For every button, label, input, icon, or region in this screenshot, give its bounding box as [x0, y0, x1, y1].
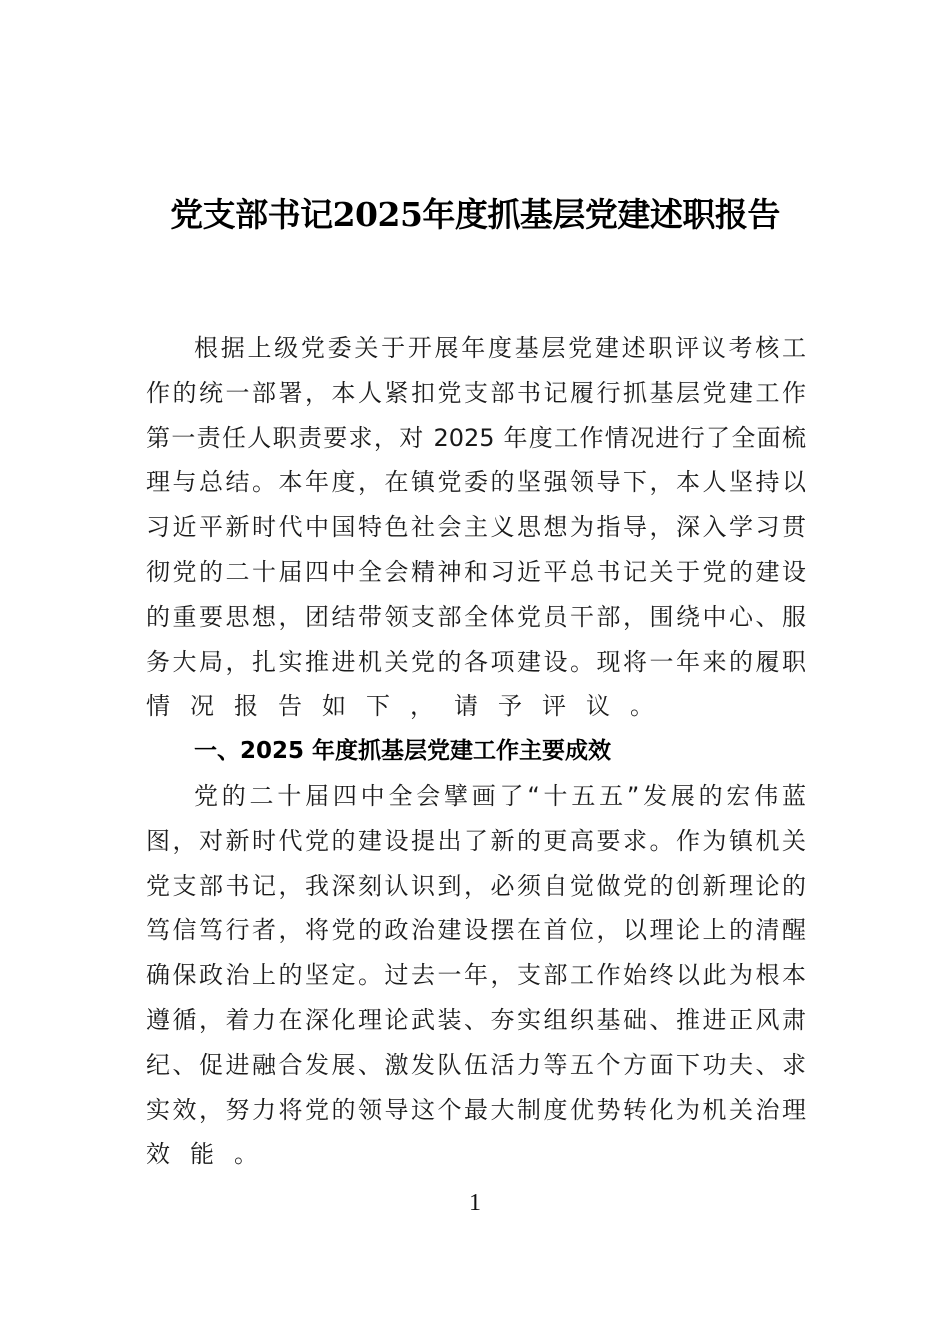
text-line: 笃信笃行者，将党的政治建设摆在首位，以理论上的清醒	[146, 916, 806, 945]
text-line: 第一责任人职责要求，对 2025 年度工作情况进行了全面梳	[146, 423, 806, 452]
text-line: 党的二十届四中全会擘画了“十五五”发展的宏伟蓝	[194, 781, 806, 810]
text-line: 实效，努力将党的领导这个最大制度优势转化为机关治理	[146, 1095, 806, 1124]
text-line: 确保政治上的坚定。过去一年，支部工作始终以此为根本	[146, 961, 806, 990]
section-1-paragraph	[146, 774, 806, 1177]
text-line: 务大局，扎实推进机关党的各项建设。现将一年来的履职	[146, 647, 806, 676]
text-line: 根据上级党委关于开展年度基层党建述职评议考核工	[194, 334, 806, 362]
intro-paragraph	[146, 326, 806, 729]
text-line: 图，对新时代党的建设提出了新的更高要求。作为镇机关	[146, 826, 806, 855]
document-title: 党支部书记2025年度抓基层党建述职报告	[170, 195, 780, 234]
text-line: 纪、促进融合发展、激发队伍活力等五个方面下功夫、求	[146, 1050, 806, 1079]
text-line: 的重要思想，团结带领支部全体党员干部，围绕中心、服	[146, 602, 806, 631]
page-number: 1	[469, 1190, 481, 1216]
text-line: 习近平新时代中国特色社会主义思想为指导，深入学习贯	[146, 513, 806, 542]
section-heading: 一、2025 年度抓基层党建工作主要成效	[194, 738, 612, 765]
section-heading-1	[146, 729, 806, 774]
document-body	[146, 326, 806, 1177]
text-line: 理与总结。本年度，在镇党委的坚强领导下，本人坚持以	[146, 468, 806, 497]
text-line: 情况报告如下，请予评议。	[146, 692, 674, 721]
text-line: 效能。	[146, 1140, 278, 1169]
text-line: 遵循，着力在深化理论武装、夯实组织基础、推进正风肃	[146, 1005, 806, 1034]
text-line: 作的统一部署，本人紧扣党支部书记履行抓基层党建工作	[146, 378, 806, 407]
text-line: 彻党的二十届四中全会精神和习近平总书记关于党的建设	[146, 557, 806, 586]
text-line: 党支部书记，我深刻认识到，必须自觉做党的创新理论的	[146, 871, 806, 900]
